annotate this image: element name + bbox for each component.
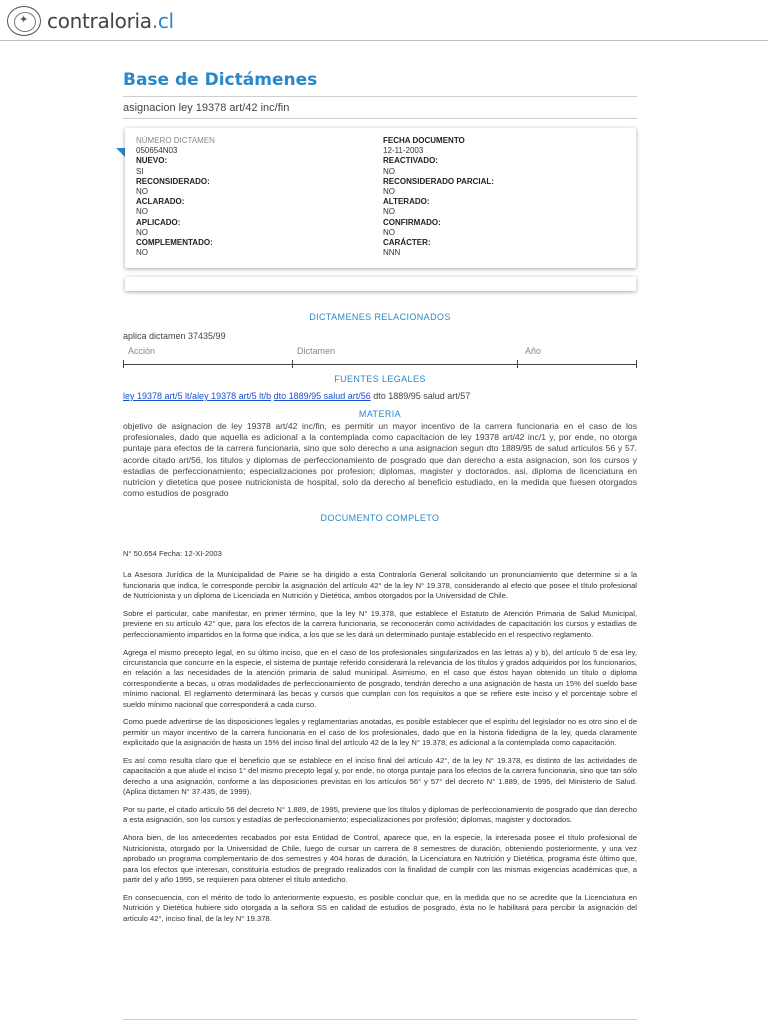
document-paragraph: Como puede advertirse de las disposiciones legales y reglamentarias anotadas, es posible establecer que el espíritu del legislador no es otro sino el de permitir un mayor incentivo de la carrera funcionaria en el caso de los profesionales, dado que en la historia fidedigna de la ley, queda claramente explicitado que la asignación de hasta un 15% del inciso final del artículo 42 de la ley N° 19.378, es adicional a la contemplada como capacitación. bbox=[123, 717, 637, 748]
numero-dictamen-value: 050654N03 bbox=[136, 146, 178, 156]
confirmado-label: CONFIRMADO: bbox=[383, 217, 441, 227]
document-paragraph: La Asesora Jurídica de la Municipalidad de Paine se ha dirigido a esta Contraloría General solicitando un pronunciamiento que determine si a la funcionaria que indica, le corresponde percibir la asignación del artículo 42° de la ley N° 19.378, considerando al efecto que posee el título profesional de Nutricionista y un diploma de Licenciada en Nutrición y Dietética, ambos otorgados por la Universidad de Chile. bbox=[123, 570, 637, 601]
summary-right-column bbox=[383, 136, 494, 258]
document-paragraph: En consecuencia, con el mérito de todo lo anteriormente expuesto, es posible concluir que, en la medida que no se acredite que la Licenciatura en Nutrición y Dietética hubiere sido otorgada a la señora SS en calidad de estudios de posgrado, ésta no le habilitará para percibir la asignación del artículo 42°, inciso final, de la ley N° 19.378. bbox=[123, 892, 637, 923]
dictamen-summary-card bbox=[125, 128, 636, 268]
reconsiderado-value: NO bbox=[136, 187, 148, 197]
document-paragraph: Es así como resulta claro que el beneficio que se establece en el inciso final del artículo 42°, de la ley N° 19.378, es distinto de las actividades de capacitación a que alude el inciso 1° del mismo precepto legal y, por ende, no otorga puntaje para los efectos de la carrera funcionaria, sino que tan sólo derecho a una asignación, conforme a las disposiciones previstas en los artículos 56° y 57° del decreto N° 1.889, de 1995, del Ministerio de Salud. (Aplica dictamen N° 37.435, de 1999). bbox=[123, 756, 637, 797]
materia-heading: MATERIA bbox=[358, 409, 402, 419]
documento-completo-body bbox=[123, 549, 637, 931]
document-paragraph: Sobre el particular, cabe manifestar, en primer término, que la ley N° 19.378, que establece el Estatuto de Atención Primaria de Salud Municipal, previene en su artículo 42° que, para los efectos de la carrera funcionaria, se reconocerán como actividades de capacitación los cursos y estadías de perfeccionamiento impartidos en la forma que indica, a los que se les dará un determinado puntaje establecido en el respectivo reglamento. bbox=[123, 609, 637, 639]
confirmado-value: NO bbox=[383, 227, 395, 237]
caracter-label: CARÁCTER: bbox=[383, 238, 431, 248]
alterado-value: NO bbox=[383, 207, 395, 217]
table-divider bbox=[292, 360, 293, 368]
aplicado-value: NO bbox=[136, 227, 148, 237]
document-paragraph: Agrega el mismo precepto legal, en su último inciso, que en el caso de los profesionales singularizados en las letras a) y b), del artículo 5 de esa ley, circunstancia que concurre en la especie, el sistema de puntaje referido considerará la relevancia de los títulos y grados adquiridos por los funcionarios, en relación a las necesidades de la atención primaria de salud municipal. Asimismo, en el caso que éstos hayan obtenido un título o diploma correspondiente a becas, u otras modalidades de perfeccionamiento de posgrado, tendrán derecho a una asignación de hasta un 15% del sueldo base mínimo nacional. El reglamento determinará las becas y cursos que cumplan con los requisitos a que se refiere este inciso y el porcentaje sobre el sueldo mínimo nacional que corresponderá a cada curso. bbox=[123, 647, 637, 709]
column-header-dictamen[interactable]: Dictamen bbox=[297, 346, 336, 356]
page-subtitle: asignacion ley 19378 art/42 inc/fin bbox=[123, 102, 290, 114]
reconsiderado-label: RECONSIDERADO: bbox=[136, 176, 210, 186]
complementado-label: COMPLEMENTADO: bbox=[136, 238, 213, 248]
complementado-value: NO bbox=[136, 248, 148, 258]
document-paragraph: Ahora bien, de los antecedentes recabados por esta Entidad de Control, aparece que, en la especie, la interesada posee el título profesional de Nutricionista, otorgado por la Universidad de Chile, luego de cursar un carrera de 8 semestres de duración, obteniendo posteriormente, y una vez aprobado un programa complementario de dos semestres y 404 horas de duración, la Licenciatura en Nutrición y Dietética, programa éste último que, para los efectos que interesan, constituiría estudios de pregrado realizados con la finalidad de cumplir con las mismas exigencias académicas que, a partir del y año 1995, se requieren para obtener el título antedicho. bbox=[123, 833, 637, 884]
bottom-divider bbox=[123, 1019, 637, 1020]
aclarado-label: ACLARADO: bbox=[136, 197, 185, 207]
alterado-label: ALTERADO: bbox=[383, 197, 430, 207]
aclarado-value: NO bbox=[136, 207, 148, 217]
site-header bbox=[0, 0, 768, 41]
fecha-documento-label: FECHA DOCUMENTO bbox=[383, 136, 465, 145]
empty-info-card bbox=[125, 277, 636, 291]
fuentes-legales-heading: FUENTES LEGALES bbox=[334, 374, 426, 384]
document-paragraph: Por su parte, el citado artículo 56 del decreto N° 1.889, de 1995, previene que los títulos y diplomas de perfeccionamiento de posgrado que dan derecho a esta asignación, son los cursos y estadías de perfeccionamiento; especializaciones por profesión; diplomas, magister y doctorados. bbox=[123, 805, 637, 825]
subtitle-divider bbox=[123, 118, 637, 119]
numero-dictamen-label: NÚMERO DICTAMEN bbox=[136, 136, 215, 145]
reconsiderado-parcial-value: NO bbox=[383, 187, 395, 197]
government-seal-icon bbox=[7, 6, 41, 36]
fecha-documento-value: 12-11-2003 bbox=[383, 146, 424, 156]
title-divider bbox=[123, 96, 637, 97]
reactivado-label: REACTIVADO: bbox=[383, 156, 438, 166]
summary-left-column bbox=[136, 136, 215, 258]
column-header-ano[interactable]: Año bbox=[525, 346, 542, 356]
related-table-rule bbox=[123, 364, 637, 365]
fuente-link[interactable]: ley 19378 art/5 lt/a bbox=[123, 391, 198, 401]
documento-completo-heading: DOCUMENTO COMPLETO bbox=[320, 513, 440, 523]
table-divider bbox=[123, 360, 124, 368]
fuente-link[interactable]: dto 1889/95 salud art/56 bbox=[273, 391, 371, 401]
table-divider bbox=[517, 360, 518, 368]
nuevo-label: NUEVO: bbox=[136, 156, 168, 166]
site-logo[interactable] bbox=[7, 6, 174, 36]
card-corner-marker-icon bbox=[116, 148, 125, 157]
logo-text: contraloria.cl bbox=[47, 9, 174, 33]
related-dictamen-text: aplica dictamen 37435/99 bbox=[123, 331, 226, 341]
document-paragraph: N° 50.654 Fecha: 12-XI-2003 bbox=[123, 549, 222, 558]
materia-text: objetivo de asignacion de ley 19378 art/42 inc/fin, es permitir un mayor incentivo de la carrera funcionaria en el caso de los profesionales, dado que aquella es adicional a la contemplada como capacitacion de ley 19378 art/42 inc/1 y, por ende, no otorga puntaje para efectos de la carrera funcionaria, sino que solo derecho a una asignacion segun dto 1889/95 de salud articulos 56 y 57. acorde citado art/56, los titulos y diplomas de perfeccionamiento de posgrado que dan derecho a esta asignacion, son los cursos y estadias de perfeccionamiento; especializaciones por profesion; diplomas, magister y doctorados. asi, diploma de licenciatura en nutricion y dietetica que posee nutricionista de hospital, solo da derecho al beneficio estudiado, en la medida que fuesen otorgados como estudios de posgrado bbox=[123, 421, 637, 499]
fuente-text: dto 1889/95 salud art/57 bbox=[370, 391, 471, 401]
nuevo-value: SI bbox=[136, 166, 144, 176]
column-header-accion[interactable]: Acción bbox=[128, 346, 156, 356]
table-divider bbox=[636, 360, 637, 368]
reactivado-value: NO bbox=[383, 166, 395, 176]
fuente-link[interactable]: ley 19378 art/5 lt/b bbox=[197, 391, 272, 401]
page-title: Base de Dictámenes bbox=[123, 70, 318, 90]
dictamenes-relacionados-heading: DICTAMENES RELACIONADOS bbox=[309, 312, 451, 322]
reconsiderado-parcial-label: RECONSIDERADO PARCIAL: bbox=[383, 176, 494, 186]
aplicado-label: APLICADO: bbox=[136, 217, 181, 227]
fuentes-legales-list bbox=[123, 391, 470, 401]
caracter-value: NNN bbox=[383, 248, 401, 258]
